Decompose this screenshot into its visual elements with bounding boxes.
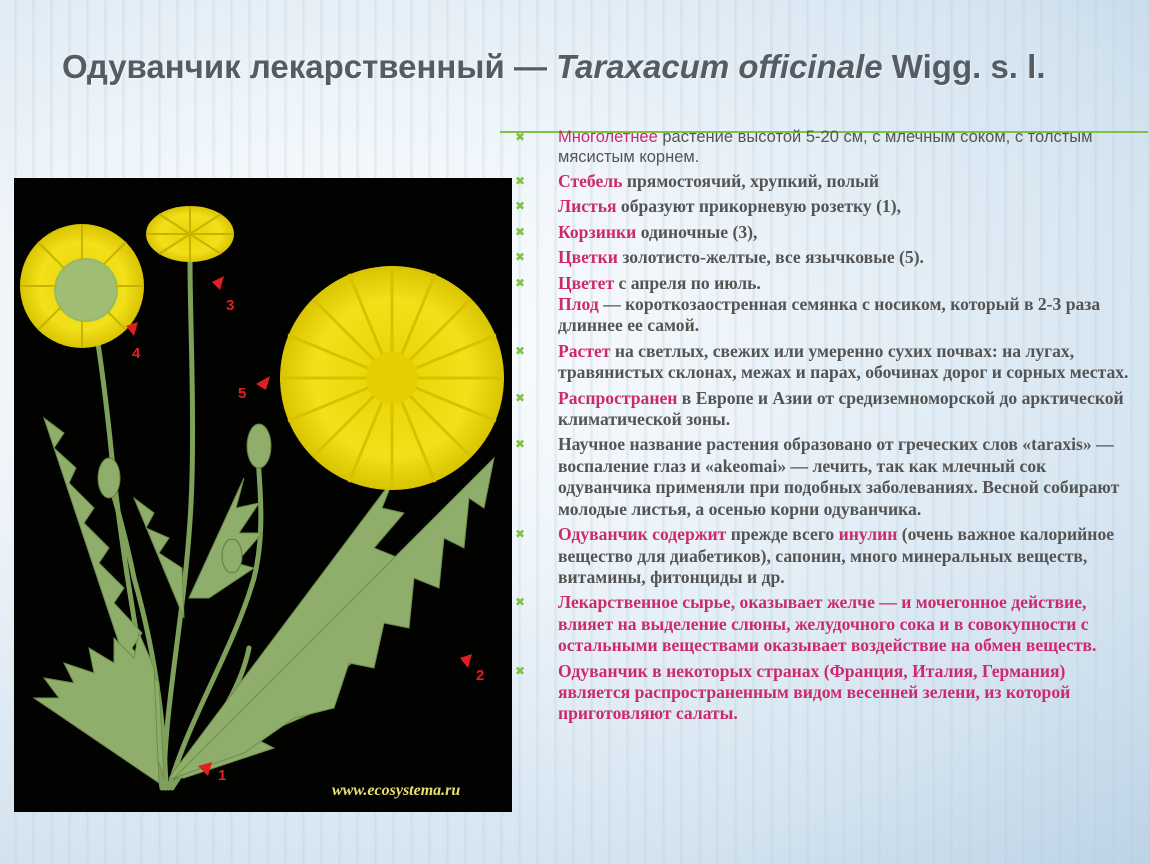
- title-russian: Одуванчик лекарственный —: [62, 48, 557, 85]
- bullet-icon: ✖: [515, 199, 526, 214]
- title-latin: Taraxacum officinale: [556, 48, 883, 85]
- list-item: [512, 222, 1132, 243]
- list-item: [512, 171, 1132, 192]
- highlight: Одуванчик содержит: [558, 524, 727, 545]
- label-2: 2: [476, 667, 485, 684]
- label-3: 3: [226, 297, 235, 314]
- watermark: www.ecosystema.ru: [332, 782, 461, 799]
- bullet-icon: ✖: [515, 527, 526, 542]
- slide-title: [62, 48, 1122, 86]
- item-text: прямостоячий, хрупкий, полый: [622, 171, 880, 191]
- list-item: [512, 196, 1132, 217]
- highlight: Растет: [558, 340, 611, 361]
- item-text-2: — короткозаостренная семянка с носиком, который в 2-3 раза длиннее ее самой.: [558, 294, 1101, 336]
- highlight: Корзинки: [558, 221, 637, 242]
- item-text: Научное название растения образовано от греческих слов «taraxis» — воспаление глаз и «akeomai» — лечить, так как млечный сок одуванчика применяли при подобных заболеваниях. Весной собирают молодые листья, а осенью корни одуванчика.: [558, 434, 1120, 519]
- title-author: Wigg. s. l.: [882, 48, 1046, 85]
- item-text: на светлых, свежих или умеренно сухих почвах: на лугах, травянистых склонах, межах и парах, обочинах дорог и сорных местах.: [558, 340, 1129, 383]
- label-5: 5: [238, 385, 247, 402]
- bullet-icon: ✖: [515, 130, 526, 144]
- arrow-5-icon: [256, 376, 270, 390]
- highlight: Цветет: [558, 272, 615, 293]
- arrow-2-icon: [460, 654, 472, 668]
- bullet-icon: ✖: [515, 437, 526, 452]
- list-item: [512, 524, 1132, 588]
- item-text: одиночные (3),: [636, 221, 758, 242]
- label-4: 4: [132, 345, 141, 362]
- bullet-icon: ✖: [515, 663, 526, 678]
- highlight: Листья: [558, 196, 617, 217]
- item-text: Лекарственное сырье, оказывает желче — и мочегонное действие, влияет на выделение слюны, желудочного сока и в совокупности с остальными веществами оказывает воздействие на обмен веществ.: [558, 592, 1097, 656]
- highlight-2: Плод: [558, 294, 599, 315]
- item-text: Одуванчик в некоторых странах (Франция, Италия, Германия) является распространенным видом весенней зелени, из которой приготовляют салаты.: [558, 660, 1071, 724]
- label-1: 1: [218, 767, 227, 784]
- item-text: в Европе и Азии от средиземноморской до арктической климатической зоны.: [558, 387, 1124, 430]
- highlight: Цветки: [558, 247, 618, 268]
- arrow-3-icon: [212, 276, 224, 290]
- item-text: с апреля по июль.: [614, 272, 761, 293]
- dandelion-photo: [14, 178, 512, 812]
- bullet-icon: ✖: [515, 390, 526, 405]
- item-text: прежде всего: [726, 524, 839, 545]
- highlight: Распространен: [558, 387, 678, 408]
- item-text-2: (очень важное калорийное вещество для диабетиков), сапонин, много минеральных веществ, витамины, фитонциды и др.: [558, 524, 1115, 587]
- list-item: [512, 127, 1132, 167]
- list-item: [512, 388, 1132, 431]
- bullet-list: [512, 127, 1132, 729]
- highlight-2: инулин: [838, 524, 898, 545]
- list-item: [512, 434, 1132, 520]
- item-text: золотисто-желтые, все язычковые (5).: [617, 247, 924, 268]
- bullet-icon: ✖: [515, 250, 526, 265]
- bullet-icon: ✖: [515, 275, 526, 290]
- list-item: [512, 661, 1132, 725]
- bullet-icon: ✖: [515, 174, 526, 188]
- bullet-icon: ✖: [515, 343, 526, 358]
- highlight: Стебель: [558, 171, 623, 191]
- list-item: [512, 592, 1132, 656]
- item-text: растение высотой 5-20 см, с млечным соком, с толстым мясистым корнем.: [558, 128, 1093, 166]
- dandelion-illustration: [14, 178, 512, 812]
- item-text: образуют прикорневую розетку (1),: [616, 196, 901, 217]
- bullet-icon: ✖: [515, 595, 526, 610]
- bullet-icon: ✖: [515, 224, 526, 239]
- list-item: [512, 273, 1132, 337]
- highlight: Многолетнее: [558, 128, 658, 146]
- list-item: [512, 341, 1132, 384]
- list-item: [512, 247, 1132, 268]
